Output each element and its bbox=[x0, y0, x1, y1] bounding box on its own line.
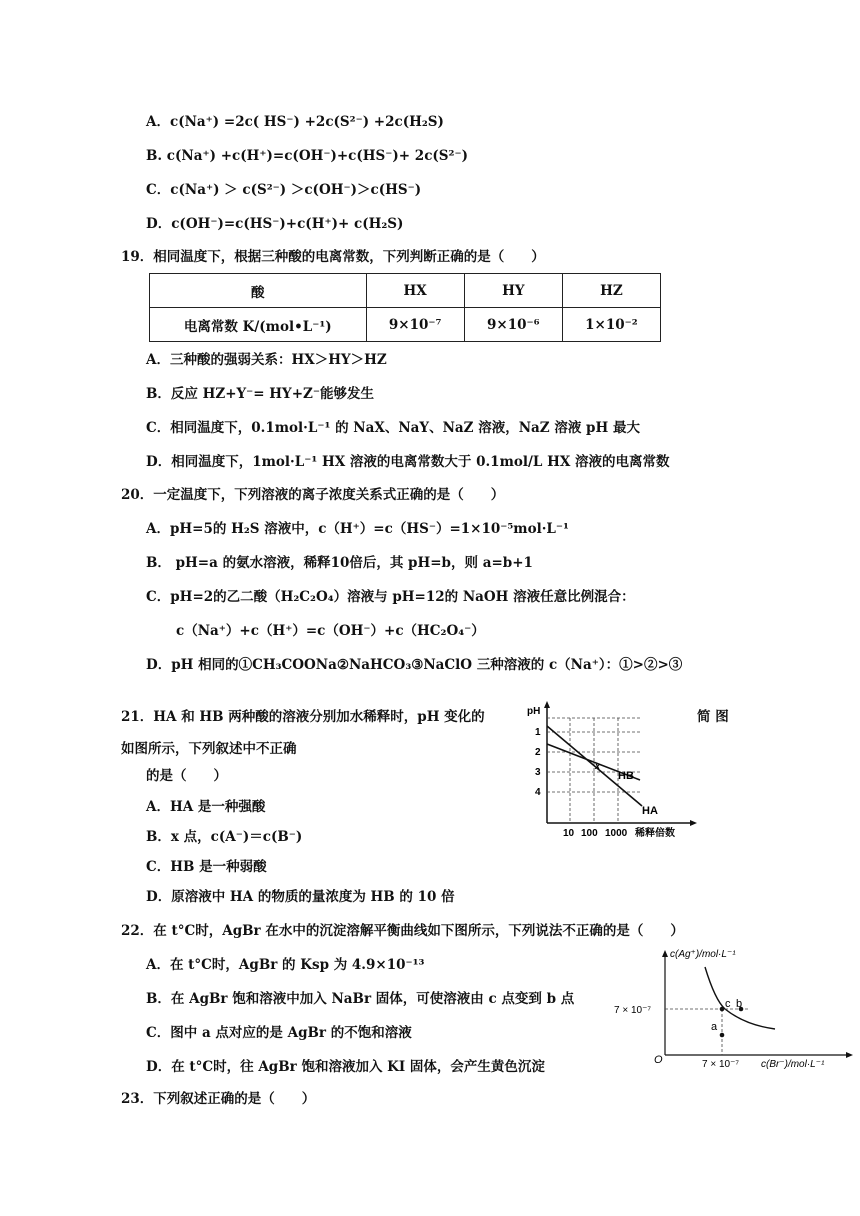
y-tick-1: 1 bbox=[535, 727, 541, 738]
q20-option-d: D．pH 相同的①CH₃COONa②NaHCO₃③NaClO 三种溶液的 c（Na⁺）：①>②>③ bbox=[146, 657, 683, 673]
q21-stem-line3: 的是（ ） bbox=[146, 768, 227, 784]
q19-option-d: D．相同温度下，1mol·L⁻¹ HX 溶液的电离常数大于 0.1mol/L HX 溶液的电离常数 bbox=[146, 454, 670, 470]
q20-option-a: A．pH=5的 H₂S 溶液中，c（H⁺）=c（HS⁻）=1×10⁻⁵mol·L⁻¹ bbox=[146, 521, 569, 537]
q18-option-b: B. c(Na⁺) +c(H⁺)=c(OH⁻)+c(HS⁻)+ 2c(S²⁻) bbox=[146, 148, 468, 164]
x-tick-100: 100 bbox=[581, 828, 598, 839]
q18-option-a: A．c(Na⁺) =2c( HS⁻) +2c(S²⁻) +2c(H₂S) bbox=[146, 114, 444, 130]
q21-option-d: D．原溶液中 HA 的物质的量浓度为 HB 的 10 倍 bbox=[146, 889, 455, 905]
point-c bbox=[720, 1007, 725, 1012]
hb-series-label: HB bbox=[618, 770, 634, 782]
q21-stem: 21．HA 和 HB 两种酸的溶液分别加水稀释时，pH 变化的 bbox=[121, 709, 485, 725]
table-header-hz: HZ bbox=[562, 274, 660, 308]
q21-option-a: A．HA 是一种强酸 bbox=[146, 799, 266, 815]
ha-series-label: HA bbox=[642, 805, 658, 817]
x-axis-label: c(Br⁻)/mol·L⁻¹ bbox=[761, 1059, 825, 1070]
table-cell-hz: 1×10⁻² bbox=[562, 308, 660, 342]
x-tick-10: 10 bbox=[563, 828, 575, 839]
x-axis-arrow bbox=[690, 820, 697, 826]
y-axis-label: pH bbox=[527, 706, 541, 717]
q22-option-b: B．在 AgBr 饱和溶液中加入 NaBr 固体，可使溶液由 c 点变到 b 点 bbox=[146, 991, 575, 1007]
table-row bbox=[150, 308, 661, 342]
q21-option-c: C．HB 是一种弱酸 bbox=[146, 859, 267, 875]
y-axis-arrow bbox=[544, 701, 550, 708]
q18-option-d: D．c(OH⁻)=c(HS⁻)+c(H⁺)+ c(H₂S) bbox=[146, 216, 404, 232]
q20-option-c: C．pH=2的乙二酸（H₂C₂O₄）溶液与 pH=12的 NaOH 溶液任意比例混合： bbox=[146, 589, 635, 605]
table-header-row bbox=[150, 274, 661, 308]
acid-constant-table bbox=[149, 273, 661, 342]
x-axis-label: 稀释倍数 bbox=[635, 828, 675, 839]
y-tick-2: 2 bbox=[535, 747, 541, 758]
y-tick-3: 3 bbox=[535, 767, 541, 778]
point-b-label: b bbox=[736, 998, 743, 1010]
q20-stem: 20．一定温度下，下列溶液的离子浓度关系式正确的是（ ） bbox=[121, 487, 505, 503]
q21-option-b: B．x 点，c(A⁻)＝c(B⁻) bbox=[146, 829, 303, 845]
point-a-label: a bbox=[711, 1021, 718, 1033]
q21-stem-line2: 如图所示，下列叙述中不正确 bbox=[121, 741, 297, 757]
q22-option-d: D．在 t°C时，往 AgBr 饱和溶液加入 KI 固体，会产生黄色沉淀 bbox=[146, 1059, 545, 1075]
point-x-label: x bbox=[595, 761, 601, 771]
point-c-label: c bbox=[725, 998, 731, 1010]
x-axis-arrow bbox=[846, 1052, 853, 1058]
q19-option-b: B．反应 HZ+Y⁻= HY+Z⁻能够发生 bbox=[146, 386, 374, 402]
origin-label: O bbox=[654, 1054, 663, 1066]
agbr-solubility-figure bbox=[610, 945, 855, 1075]
q22-option-c: C．图中 a 点对应的是 AgBr 的不饱和溶液 bbox=[146, 1025, 412, 1041]
table-header-hy: HY bbox=[464, 274, 562, 308]
x-tick-1000: 1000 bbox=[605, 828, 628, 839]
point-a bbox=[720, 1033, 725, 1038]
table-cell-hy: 9×10⁻⁶ bbox=[464, 308, 562, 342]
q23-stem: 23．下列叙述正确的是（ ） bbox=[121, 1091, 316, 1107]
q19-option-c: C．相同温度下，0.1mol·L⁻¹ 的 NaX、NaY、NaZ 溶液，NaZ 溶液 pH 最大 bbox=[146, 420, 640, 436]
x-tick: 7 × 10⁻⁷ bbox=[702, 1059, 739, 1070]
q22-stem: 22．在 t°C时，AgBr 在水中的沉淀溶解平衡曲线如下图所示，下列说法不正确的是（ ） bbox=[121, 923, 684, 939]
q22-option-a: A．在 t°C时，AgBr 的 Ksp 为 4.9×10⁻¹³ bbox=[146, 957, 425, 973]
table-header-hx: HX bbox=[366, 274, 464, 308]
q20-option-b: B． pH=a 的氨水溶液，稀释10倍后，其 pH=b，则 a=b+1 bbox=[146, 555, 533, 571]
y-tick: 7 × 10⁻⁷ bbox=[614, 1005, 651, 1016]
q18-option-c: C．c(Na⁺) ＞ c(S²⁻) ＞c(OH⁻)＞c(HS⁻) bbox=[146, 182, 422, 198]
table-header-acid: 酸 bbox=[150, 274, 367, 308]
q19-stem: 19．相同温度下，根据三种酸的电离常数，下列判断正确的是（ ） bbox=[121, 249, 545, 265]
q21-stem-continued: 简 图 bbox=[697, 709, 729, 725]
y-axis-arrow bbox=[662, 950, 668, 957]
q19-option-a: A．三种酸的强弱关系：HX＞HY＞HZ bbox=[146, 352, 387, 368]
ph-dilution-figure bbox=[525, 700, 700, 840]
table-cell-label: 电离常数 K/(mol•L⁻¹) bbox=[150, 308, 367, 342]
table-cell-hx: 9×10⁻⁷ bbox=[366, 308, 464, 342]
y-tick-4: 4 bbox=[535, 787, 541, 798]
y-axis-label: c(Ag⁺)/mol·L⁻¹ bbox=[670, 949, 736, 960]
q20-option-c-continued: c（Na⁺）+c（H⁺）=c（OH⁻）+c（HC₂O₄⁻） bbox=[176, 623, 485, 639]
